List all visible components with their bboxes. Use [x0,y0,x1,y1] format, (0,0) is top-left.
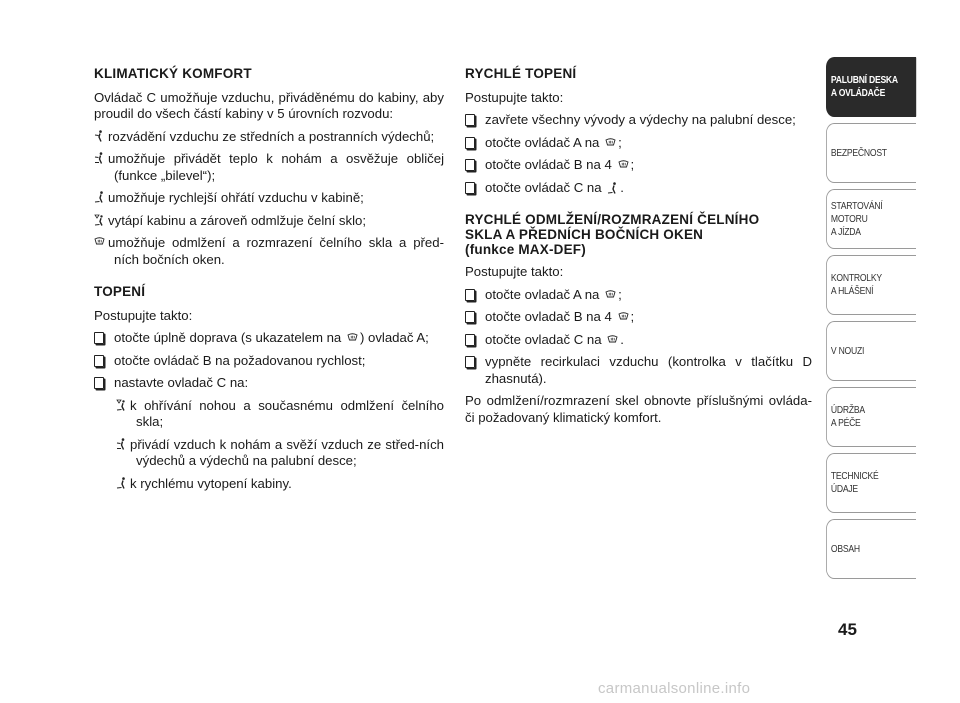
section-title-climate-comfort: KLIMATICKÝ KOMFORT [94,66,252,81]
defrost-icon [347,332,358,344]
chapter-tab-label: A OVLÁDAČE [830,87,886,99]
mode-list [94,129,444,269]
outro-paragraph: Po odmlžení/rozmrazení skel obnovte příslušnými ovláda-či požadovaný klimatický komfort. [465,393,812,425]
list-item: otočte ovládač B na 4 ; [465,157,812,174]
list-item: otočte ovládač B na požadovanou rychlost; [94,353,444,370]
vent-bilevel-icon [116,438,127,450]
chapter-tab[interactable] [826,453,916,513]
list-item: otočte úplně doprava (s ukazatelem na ) ovladač A; [94,330,444,347]
list-item: nastavte ovladač C na: [94,375,444,392]
vent-bilevel-icon [94,152,105,164]
chapter-tab-label: A PÉČE [830,417,861,429]
chapter-tab-label: ÚDRŽBA [830,404,865,416]
right-column [465,66,812,432]
list-item: otočte ovladač C na . [465,332,812,349]
chapter-tab-label: OBSAH [830,542,860,555]
chapter-tab-label: TECHNICKÉ [830,470,879,482]
chapter-tab[interactable] [826,189,916,249]
steps-intro: Postupujte takto: [465,264,564,279]
section-title-heating: TOPENÍ [94,284,146,299]
chapter-tab-label: BEZPEČNOST [830,146,887,159]
list-item: zavřete všechny vývody a výdechy na palubní desce; [465,112,812,129]
list-item: k ohřívání nohou a současnému odmlžení čelního skla; [94,398,444,431]
list-item: rozvádění vzduchu ze středních a postranních výdechů; [94,129,444,146]
chapter-tab-label: A HLÁŠENÍ [830,285,874,297]
defrost-icon [605,289,616,301]
chapter-tab[interactable] [826,123,916,183]
section-title-quick-heating: RYCHLÉ TOPENÍ [465,66,577,81]
list-item: přivádí vzduch k nohám a svěží vzduch ze střed-ních výdechů a výdechů na palubní desce; [94,437,444,470]
chapter-tab-label: ÚDAJE [830,483,858,495]
chapter-tab-label: PALUBNÍ DESKA [830,74,898,86]
chapter-tab-label: A JÍZDA [830,225,861,238]
defrost-icon [618,311,629,323]
chapter-tab[interactable] [826,519,916,579]
left-column [94,66,444,498]
list-item: k rychlému vytopení kabiny. [94,476,444,493]
sub-list [94,398,444,493]
list-item: vytápí kabinu a zároveň odmlžuje čelní sklo; [94,213,444,230]
chapter-tab[interactable] [826,255,916,315]
chapter-tab-label: KONTROLKY [830,272,882,284]
defrost-icon [605,137,616,149]
chapter-tab-label: V NOUZI [830,344,865,357]
vent-feet-windshield-icon [116,399,127,411]
vent-feet-icon [94,191,105,203]
list-item: otočte ovládač A na ; [465,135,812,152]
chapter-tab[interactable] [826,321,916,381]
intro-paragraph: Ovládač C umožňuje vzduchu, přiváděnému do kabiny, aby proudil do všech částí kabiny v 5 úrovních rozvodu: [94,89,444,121]
vent-feet-windshield-icon [94,214,105,226]
page-number: 45 [838,620,857,639]
chapter-index [826,57,916,585]
list-item: umožňuje rychlejší ohřátí vzduchu v kabině; [94,190,444,207]
defrost-icon [618,159,629,171]
defrost-icon [94,236,105,248]
chapter-tab[interactable] [826,387,916,447]
chapter-tab-label: MOTORU [830,212,868,225]
list-item: vypněte recirkulaci vzduchu (kontrolka v tlačítku D zhasnutá). [465,354,812,387]
defrost-icon [607,334,618,346]
list-item: otočte ovladač B na 4 ; [465,309,812,326]
watermark: carmanualsonline.info [598,680,751,697]
chapter-tab[interactable] [826,57,916,117]
list-item: umožňuje odmlžení a rozmrazení čelního skla a před-ních bočních oken. [94,235,444,268]
steps-intro: Postupujte takto: [465,89,564,105]
vent-face-icon [94,130,105,142]
steps-intro: Postupujte takto: [94,307,193,323]
chapter-tab-label: STARTOVÁNÍ [830,199,883,212]
section-title-max-def: RYCHLÉ ODMLŽENÍ/ROZMRAZENÍ ČELNÍHO SKLA A PŘEDNÍCH BOČNÍCH OKEN (funkce MAX-DEF) [465,212,760,257]
vent-feet-icon [607,182,618,194]
list-item: otočte ovladač A na ; [465,287,812,304]
vent-feet-icon [116,477,127,489]
list-item: umožňuje přivádět teplo k nohám a osvěžuje obličej (funkce „bilevel“); [94,151,444,184]
list-item: otočte ovládač C na . [465,180,812,197]
